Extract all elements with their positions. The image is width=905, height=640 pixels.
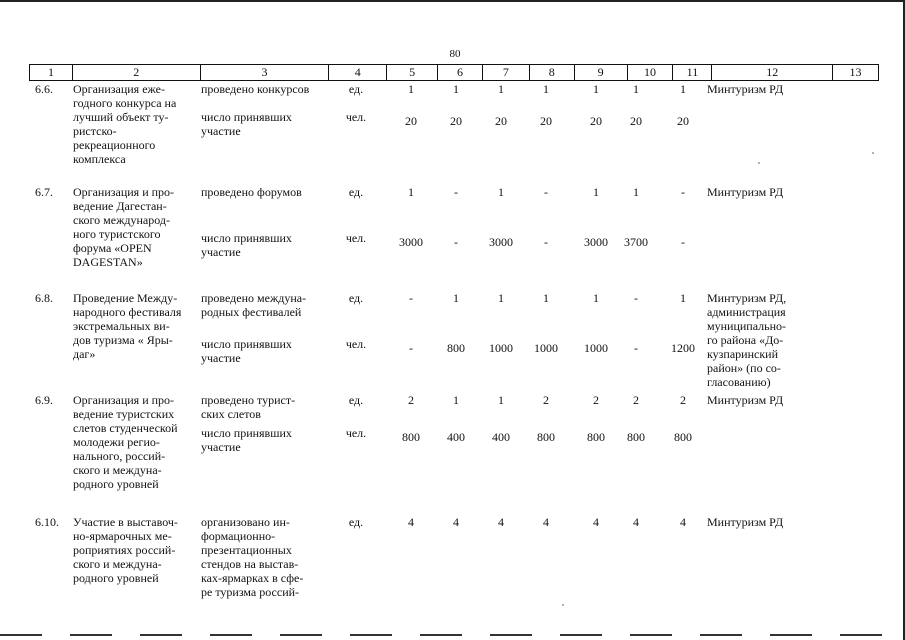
indicator-line: число принявших <box>201 231 292 245</box>
column-header-5: 5 <box>387 65 438 80</box>
value-cell: - <box>681 185 685 199</box>
scan-speck <box>758 162 760 164</box>
indicator-line: число принявших <box>201 337 292 351</box>
value-cell: 1 <box>408 185 414 199</box>
scan-speck <box>872 152 874 154</box>
value-cell: 4 <box>680 515 686 529</box>
value-cell: 2 <box>543 393 549 407</box>
event-title-line: комплекса <box>73 152 126 166</box>
event-title-line: ного туристского <box>73 227 161 241</box>
value-cell: 1 <box>680 291 686 305</box>
event-title-line: экстремальных ви- <box>73 319 170 333</box>
column-header-4: 4 <box>329 65 387 80</box>
value-cell: - <box>544 185 548 199</box>
indicator-line: участие <box>201 440 241 454</box>
event-title-line: рекреационного <box>73 138 156 152</box>
value-cell: 20 <box>405 114 417 128</box>
indicator-line: родных фестивалей <box>201 305 302 319</box>
event-title-line: роприятиях россий- <box>73 543 176 557</box>
column-header-8: 8 <box>530 65 575 80</box>
value-cell: 800 <box>674 430 692 444</box>
value-cell: - <box>634 341 638 355</box>
value-cell: 1 <box>543 82 549 96</box>
event-title-line: Проведение Между- <box>73 291 178 305</box>
indicator-line: число принявших <box>201 110 292 124</box>
responsible-line: кузпаринский <box>707 347 778 361</box>
value-cell: 800 <box>587 430 605 444</box>
event-title-line: слетов студенческой <box>73 421 178 435</box>
value-cell: 1 <box>593 82 599 96</box>
scan-edge-bottom <box>0 634 905 636</box>
value-cell: 400 <box>447 430 465 444</box>
indicator-line: участие <box>201 245 241 259</box>
value-cell: - <box>454 235 458 249</box>
value-cell: 4 <box>633 515 639 529</box>
responsible-line: муниципально- <box>707 319 787 333</box>
value-cell: 4 <box>408 515 414 529</box>
unit: ед. <box>348 393 364 407</box>
value-cell: 2 <box>680 393 686 407</box>
event-title-line: лучший объект ту- <box>73 110 169 124</box>
value-cell: - <box>409 341 413 355</box>
value-cell: 1 <box>453 82 459 96</box>
value-cell: 4 <box>593 515 599 529</box>
column-header-9: 9 <box>575 65 628 80</box>
column-header-7: 7 <box>483 65 530 80</box>
value-cell: 20 <box>590 114 602 128</box>
column-header-11: 11 <box>673 65 712 80</box>
event-title-line: ведение Дагестан- <box>73 199 167 213</box>
value-cell: 3000 <box>489 235 513 249</box>
value-cell: 20 <box>677 114 689 128</box>
event-title-line: Организация еже- <box>73 82 165 96</box>
indicator-line: организовано ин- <box>201 515 290 529</box>
value-cell: 1 <box>543 291 549 305</box>
indicator-line: ских слетов <box>201 407 261 421</box>
value-cell: 1000 <box>584 341 608 355</box>
indicator-line: число принявших <box>201 426 292 440</box>
responsible-line: Минтуризм РД <box>707 393 784 407</box>
event-title-line: родного уровней <box>73 477 159 491</box>
event-title-line: DAGESTAN» <box>73 255 143 269</box>
unit: ед. <box>348 291 364 305</box>
indicator-line: проведено конкурсов <box>201 82 310 96</box>
event-title-line: дов туризма « Яры- <box>73 333 173 347</box>
value-cell: 3000 <box>399 235 423 249</box>
value-cell: 2 <box>593 393 599 407</box>
value-cell: 1000 <box>534 341 558 355</box>
unit: ед. <box>348 185 364 199</box>
column-header-6: 6 <box>438 65 483 80</box>
event-title-line: ристско- <box>73 124 117 138</box>
value-cell: 1200 <box>671 341 695 355</box>
responsible-line: го района «До- <box>707 333 784 347</box>
event-title-line: даг» <box>73 347 96 361</box>
responsible-line: Минтуризм РД <box>707 82 784 96</box>
event-title-line: родного уровней <box>73 571 159 585</box>
event-title-line: молодежи регио- <box>73 435 160 449</box>
unit: чел. <box>345 337 367 351</box>
event-title-line: Организация и про- <box>73 393 175 407</box>
responsible-line: Минтуризм РД <box>707 185 784 199</box>
row-number: 6.9. <box>35 393 53 407</box>
value-cell: 400 <box>492 430 510 444</box>
value-cell: 1 <box>453 393 459 407</box>
row-number: 6.8. <box>35 291 53 305</box>
column-header-3: 3 <box>201 65 330 80</box>
value-cell: 1 <box>633 185 639 199</box>
responsible-line: Минтуризм РД <box>707 515 784 529</box>
scan-edge-top <box>0 0 905 2</box>
value-cell: 1 <box>408 82 414 96</box>
value-cell: 800 <box>627 430 645 444</box>
value-cell: 1 <box>453 291 459 305</box>
event-title-line: ского и междуна- <box>73 463 162 477</box>
value-cell: - <box>454 185 458 199</box>
value-cell: - <box>544 235 548 249</box>
event-title-line: ского международ- <box>73 213 170 227</box>
value-cell: 4 <box>453 515 459 529</box>
row-number: 6.7. <box>35 185 53 199</box>
unit: чел. <box>345 426 367 440</box>
event-title-line: ского и междуна- <box>73 557 162 571</box>
value-cell: 1 <box>498 185 504 199</box>
indicator-line: ре туризма россий- <box>201 585 300 599</box>
column-header-12: 12 <box>712 65 833 80</box>
row-number: 6.6. <box>35 82 53 96</box>
value-cell: 20 <box>495 114 507 128</box>
indicator-line: проведено турист- <box>201 393 296 407</box>
event-title-line: форума «OPEN <box>73 241 152 255</box>
unit: чел. <box>345 231 367 245</box>
responsible-line: Минтуризм РД, <box>707 291 787 305</box>
responsible-line: район» (по со- <box>707 361 781 375</box>
indicator-line: ках-ярмарках в сфе- <box>201 571 304 585</box>
unit: ед. <box>348 82 364 96</box>
value-cell: 4 <box>498 515 504 529</box>
value-cell: 800 <box>537 430 555 444</box>
indicator-line: стендов на выстав- <box>201 557 299 571</box>
event-title-line: народного фестиваля <box>73 305 182 319</box>
indicator-line: участие <box>201 124 241 138</box>
indicator-line: проведено междуна- <box>201 291 307 305</box>
unit: чел. <box>345 110 367 124</box>
indicator-line: презентационных <box>201 543 292 557</box>
column-header-10: 10 <box>628 65 674 80</box>
value-cell: - <box>634 291 638 305</box>
value-cell: 1000 <box>489 341 513 355</box>
value-cell: 3700 <box>624 235 648 249</box>
value-cell: - <box>409 291 413 305</box>
indicator-line: участие <box>201 351 241 365</box>
value-cell: 800 <box>402 430 420 444</box>
value-cell: 2 <box>633 393 639 407</box>
value-cell: 20 <box>450 114 462 128</box>
value-cell: 1 <box>593 291 599 305</box>
event-title-line: Участие в выставоч- <box>73 515 178 529</box>
event-title-line: Организация и про- <box>73 185 175 199</box>
value-cell: 3000 <box>584 235 608 249</box>
value-cell: 20 <box>630 114 642 128</box>
value-cell: 800 <box>447 341 465 355</box>
event-title-line: годного конкурса на <box>73 96 177 110</box>
responsible-line: администрация <box>707 305 786 319</box>
value-cell: 1 <box>498 82 504 96</box>
row-number: 6.10. <box>35 515 59 529</box>
responsible-line: гласованию) <box>707 375 771 389</box>
event-title-line: ведение туристских <box>73 407 175 421</box>
value-cell: 1 <box>498 291 504 305</box>
column-header-13: 13 <box>849 65 862 79</box>
value-cell: 20 <box>540 114 552 128</box>
value-cell: 1 <box>680 82 686 96</box>
scan-speck <box>562 604 564 606</box>
column-header-row <box>29 64 879 81</box>
value-cell: 2 <box>408 393 414 407</box>
indicator-line: формационно- <box>201 529 276 543</box>
value-cell: 1 <box>498 393 504 407</box>
column-header-2: 2 <box>73 65 201 80</box>
value-cell: 1 <box>633 82 639 96</box>
value-cell: - <box>681 235 685 249</box>
page-number: 80 <box>449 48 461 60</box>
column-header-1: 1 <box>30 65 73 80</box>
event-title-line: но-ярмарочных ме- <box>73 529 172 543</box>
value-cell: 1 <box>593 185 599 199</box>
unit: ед. <box>348 515 364 529</box>
indicator-line: проведено форумов <box>201 185 302 199</box>
event-title-line: нального, россий- <box>73 449 166 463</box>
value-cell: 4 <box>543 515 549 529</box>
